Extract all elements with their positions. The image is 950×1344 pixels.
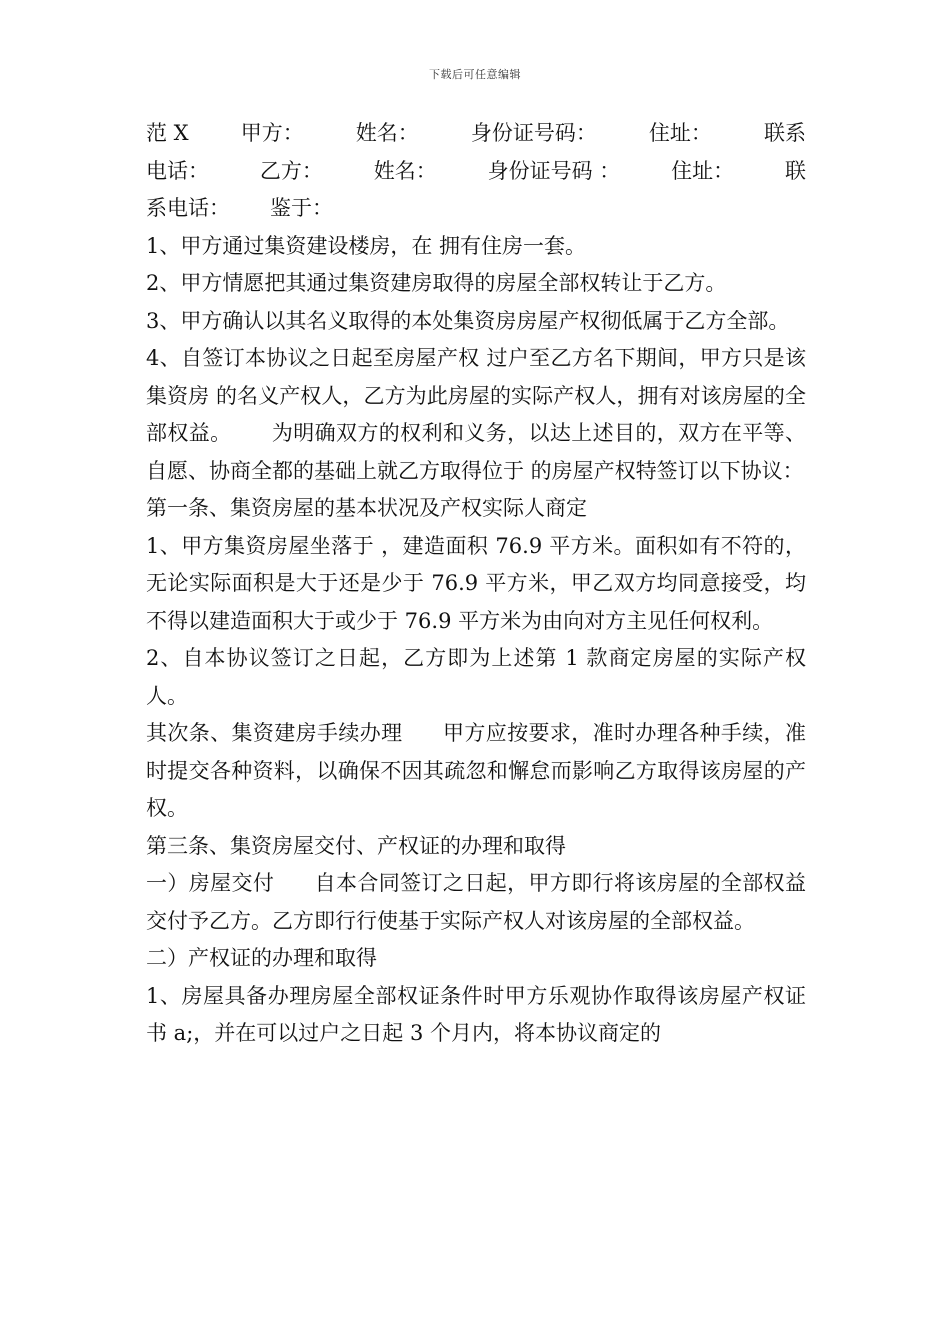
article-heading: 其次条、集资建房手续办理 [146, 721, 403, 745]
article-heading: 第一条、集资房屋的基本状况及产权实际人商定 [146, 496, 587, 520]
clause-paragraph: 1、甲方通过集资建设楼房，在 拥有住房一套。 [146, 233, 587, 258]
clause-text: 4、自签订本协议之日起至房屋产权 过户至乙方名下期间，甲方只是该集资房 的名义产权人，乙方为此房屋的实际产权人，拥有对该房屋的全部权益。 [146, 346, 806, 445]
clause-paragraph: 1、甲方集资房屋坐落于 ，建造面积 76.9 平方米。面积如有不符的，无论实际面积是大于还是少于 76.9 平方米，甲乙双方均同意接受，均不得以建造面积大于或少于 76.9 平方米为由向对方主见任何权利。 [146, 533, 806, 633]
clause-paragraph: 2、甲方情愿把其通过集资建房取得的房屋全部权转让于乙方。 [146, 271, 727, 295]
intro-line-2 [146, 153, 806, 191]
intro-text: 联系 [763, 121, 806, 145]
clause-paragraph [146, 340, 806, 490]
intro-text: 住址： [648, 121, 712, 145]
intro-text: 住址： [671, 158, 735, 183]
intro-line-3 [146, 190, 806, 228]
intro-text: 范 X [146, 121, 189, 145]
intro-text: 身份证号码 ： [487, 158, 621, 183]
clause-paragraph: 3、甲方确认以其名义取得的本处集资房房屋产权彻低属于乙方全部。 [146, 308, 790, 333]
clause-paragraph [146, 865, 806, 940]
intro-text: 姓名： [355, 121, 419, 145]
document-body [146, 115, 806, 1053]
intro-text: 系电话： [146, 196, 230, 220]
page-header-note: 下载后可任意编辑 [429, 68, 521, 81]
intro-text: 鉴于： [270, 196, 333, 220]
clause-paragraph [146, 715, 806, 828]
intro-text: 乙方： [259, 158, 323, 183]
article-heading: 第三条、集资房屋交付、产权证的办理和取得 [146, 833, 566, 858]
clause-text: 为明确双方的权利和义务，以达上述目的，双方在平等、自愿、协商全都的基础上就乙方取得位于 的房屋产权特签订以下协议： [146, 421, 807, 483]
clause-text: 自本合同签订之日起，甲方即行将该房屋的全部权益交付予乙方。乙方即行行使基于实际产权人对该房屋的全部权益。 [146, 871, 807, 933]
intro-text: 身份证号码： [470, 121, 597, 145]
subsection-heading: 二）产权证的办理和取得 [146, 946, 377, 970]
intro-text: 甲方： [240, 121, 304, 145]
clause-text: 甲方应按要求，准时办理各种手续，准时提交各种资料，以确保不因其疏忽和懈怠而影响乙方取得该房屋的产权。 [146, 721, 807, 820]
intro-line-1 [146, 115, 806, 153]
intro-text: 联 [784, 158, 806, 183]
clause-paragraph: 2、自本协议签订之日起，乙方即为上述第 1 款商定房屋的实际产权人。 [146, 646, 806, 708]
intro-text: 姓名： [373, 158, 437, 183]
subsection-heading: 一）房屋交付 [146, 871, 275, 895]
intro-text: 电话： [146, 158, 209, 183]
clause-paragraph: 1、房屋具备办理房屋全部权证条件时甲方乐观协作取得该房屋产权证书 a;，并在可以过户之日起 3 个月内，将本协议商定的 [146, 983, 806, 1045]
